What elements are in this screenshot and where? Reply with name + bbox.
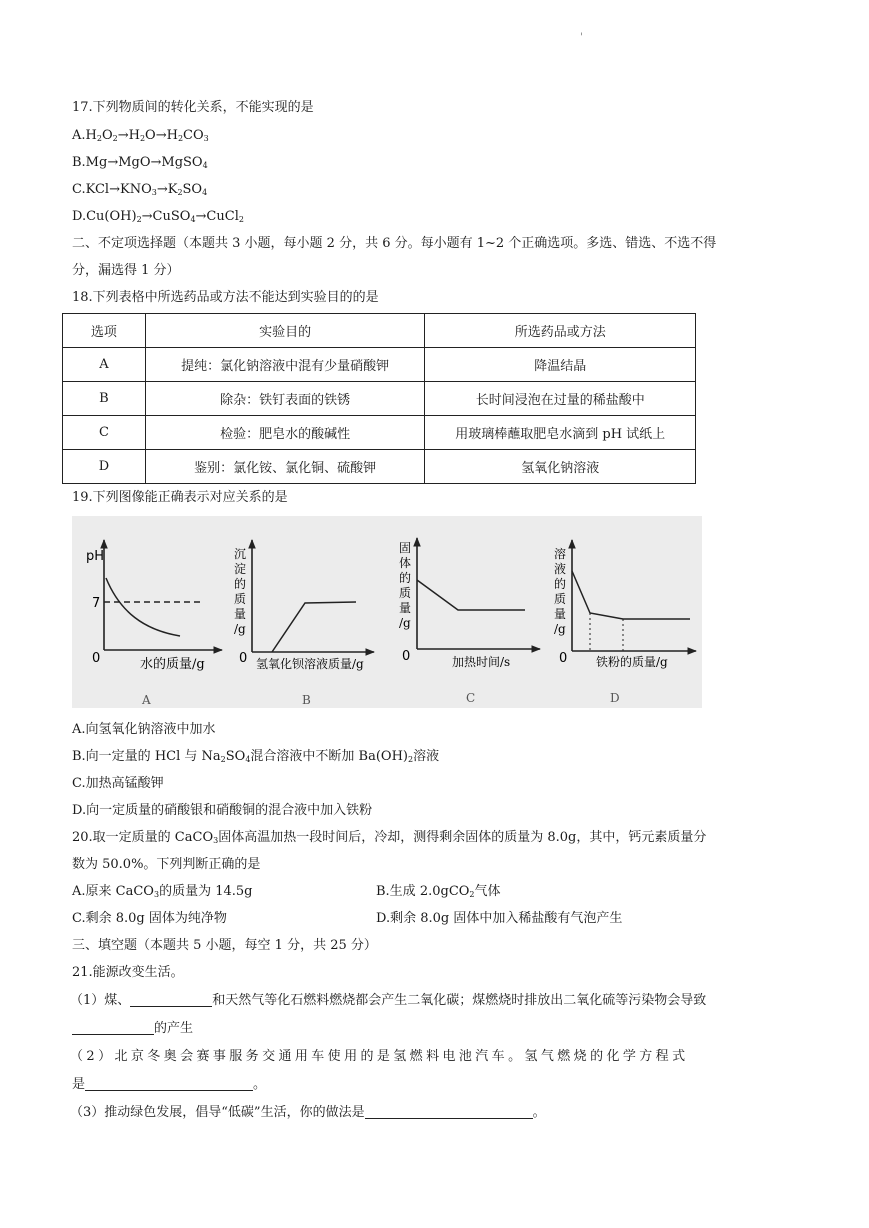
graph-b-ylabel-char: /g [234, 622, 246, 636]
section3-heading: 三、填空题（本题共 5 小题，每空 1 分，共 25 分） [72, 938, 377, 953]
q18-stem: 18.下列表格中所选药品或方法不能达到实验目的的是 [72, 290, 379, 305]
graph-b-ylabel-char: 沉 [234, 547, 247, 561]
graph-c [399, 538, 540, 705]
graph-b-xlabel: 氢氧化钡溶液质量/g [256, 657, 364, 671]
graph-d-ylabel-char: /g [554, 622, 566, 636]
q21-part2-line1: （2）北京冬奥会赛事服务交通用车使用的是氢燃料电池汽车。氢气燃烧的化学方程式 [70, 1049, 689, 1064]
table-row [63, 348, 696, 382]
table-cell: D [63, 450, 146, 484]
q17-option-c: $C.KCl\to KNO_3\to K_2SO_4$ [72, 182, 208, 197]
q20-stem-line1: 20.取一定质量的 CaCO$_3$固体高温加热一段时间后，冷却，测得剩余固体的质量为 8.0g，其中，钙元素质量分 [72, 830, 707, 845]
graph-c-xlabel: 加热时间/s [452, 655, 511, 669]
q17-option-d: $D.Cu(OH)_2\to CuSO_4\to CuCl_2$ [72, 209, 244, 224]
q21-part1-line1: （1）煤、 和天然气等化石燃料燃烧都会产生二氧化碳；煤燃烧时排放出二氧化硫等污染物会导致 [70, 993, 707, 1008]
answer-blank[interactable] [85, 1076, 253, 1091]
graph-b [234, 540, 374, 707]
table-header-cell: 实验目的 [145, 314, 425, 348]
q17-option-a: $A.H_2O_2\to H_2O\to H_2CO_3$ [72, 128, 209, 143]
graph-b-ylabel-char: 量 [234, 607, 247, 621]
graph-b-ylabel-char: 的 [234, 577, 247, 591]
graph-a-curve [106, 578, 180, 636]
graph-b-origin: 0 [239, 651, 248, 666]
table-cell: C [63, 416, 146, 450]
q21-part3: （3）推动绿色发展，倡导“低碳”生活，你的做法是 。 [70, 1105, 546, 1120]
graph-d-xlabel: 铁粉的质量/g [596, 655, 668, 669]
graph-c-letter: C [466, 691, 476, 705]
table-header-cell: 所选药品或方法 [425, 314, 696, 348]
table-cell: 降温结晶 [425, 348, 696, 382]
graph-b-ylabel-char: 淀 [234, 562, 247, 576]
section2-heading-line1: 二、不定项选择题（本题共 3 小题，每小题 2 分，共 6 分。每小题有 1~2 个正确选项。多选、错选、不选不得 [72, 236, 717, 251]
graph-d-letter: D [610, 691, 620, 705]
table-cell: 检验：肥皂水的酸碱性 [145, 416, 425, 450]
q19-stem: 19.下列图像能正确表示对应关系的是 [72, 490, 288, 505]
table-cell: 长时间浸泡在过量的稀盐酸中 [425, 382, 696, 416]
graph-c-ylabel-char: 体 [399, 556, 412, 570]
table-cell: 提纯：氯化钠溶液中混有少量硝酸钾 [145, 348, 425, 382]
graph-d-ylabel-char: 量 [554, 607, 567, 621]
table-cell: A [63, 348, 146, 382]
answer-blank[interactable] [365, 1104, 533, 1119]
table-row [63, 416, 696, 450]
graph-b-letter: B [302, 693, 311, 707]
graph-d-ylabel-char: 溶 [554, 547, 567, 561]
table-row [63, 382, 696, 416]
graph-a [86, 540, 222, 707]
q19-option-a: A.向氢氧化钠溶液中加水 [72, 722, 216, 737]
table-cell: 氢氧化钠溶液 [425, 450, 696, 484]
q19-option-c: C.加热高锰酸钾 [72, 776, 164, 791]
graph-c-origin: 0 [402, 649, 411, 664]
graph-c-ylabel-char: 质 [399, 586, 412, 600]
q20-option-c: C.剩余 8.0g 固体为纯净物 [72, 911, 227, 926]
q17-stem: 17.下列物质间的转化关系，不能实现的是 [72, 100, 314, 115]
q19-option-b: B.向一定量的 HCl 与 $Na_2SO_4$混合溶液中不断加 $Ba(OH)_2$溶液 [72, 749, 440, 764]
table-row [63, 450, 696, 484]
graph-c-ylabel-char: 固 [399, 541, 412, 555]
section2-heading-line2: 分，漏选得 1 分） [72, 263, 180, 278]
q20-option-a: A.原来 CaCO$_3$的质量为 14.5g [72, 884, 253, 899]
answer-blank[interactable] [72, 1020, 154, 1035]
graph-c-ylabel-char: 量 [399, 601, 412, 615]
q21-part2-line2: 是 。 [72, 1077, 267, 1092]
q21-part1-line2: 的产生 [72, 1019, 193, 1039]
q21-stem: 21.能源改变生活。 [72, 965, 184, 980]
q19-graph-figure [72, 516, 702, 708]
graph-a-letter: A [142, 693, 151, 707]
q19-graphs-svg [72, 516, 702, 708]
graph-c-ylabel-char: 的 [399, 571, 412, 585]
graph-d [554, 540, 696, 705]
q19-option-d: D.向一定质量的硝酸银和硝酸铜的混合液中加入铁粉 [72, 803, 373, 818]
q17-option-b: B.Mg→MgO→MgSO$_4$ [72, 155, 208, 170]
table-cell: 用玻璃棒蘸取肥皂水滴到 pH 试纸上 [425, 416, 696, 450]
graph-c-ylabel-char: /g [399, 616, 411, 630]
table-header-cell: 选项 [63, 314, 146, 348]
q20-option-d: D.剩余 8.0g 固体中加入稀盐酸有气泡产生 [376, 911, 623, 926]
graph-c-line [417, 580, 525, 610]
table-cell: 除杂：铁钉表面的铁锈 [145, 382, 425, 416]
graph-d-ylabel-char: 的 [554, 577, 567, 591]
q20-stem-line2: 数为 50.0%。下列判断正确的是 [72, 857, 261, 872]
graph-d-ylabel-char: 液 [554, 562, 567, 576]
graph-a-seven-label: 7 [92, 596, 101, 611]
graph-a-origin: 0 [92, 651, 101, 666]
table-cell: 鉴别：氯化铵、氯化铜、硫酸钾 [145, 450, 425, 484]
q20-option-b: B.生成 2.0gCO$_2$气体 [376, 884, 501, 899]
graph-a-ylabel: pH [86, 549, 105, 564]
header-mark: ' [580, 32, 583, 43]
answer-blank[interactable] [130, 992, 212, 1007]
graph-b-ylabel-char: 质 [234, 592, 247, 606]
table-cell: B [63, 382, 146, 416]
graph-a-xlabel: 水的质量/g [140, 657, 205, 672]
graph-d-ylabel-char: 质 [554, 592, 567, 606]
graph-b-line [272, 602, 356, 652]
graph-d-origin: 0 [559, 651, 568, 666]
q18-table [62, 313, 696, 484]
graph-d-line [572, 571, 690, 619]
table-header-row [63, 314, 696, 348]
